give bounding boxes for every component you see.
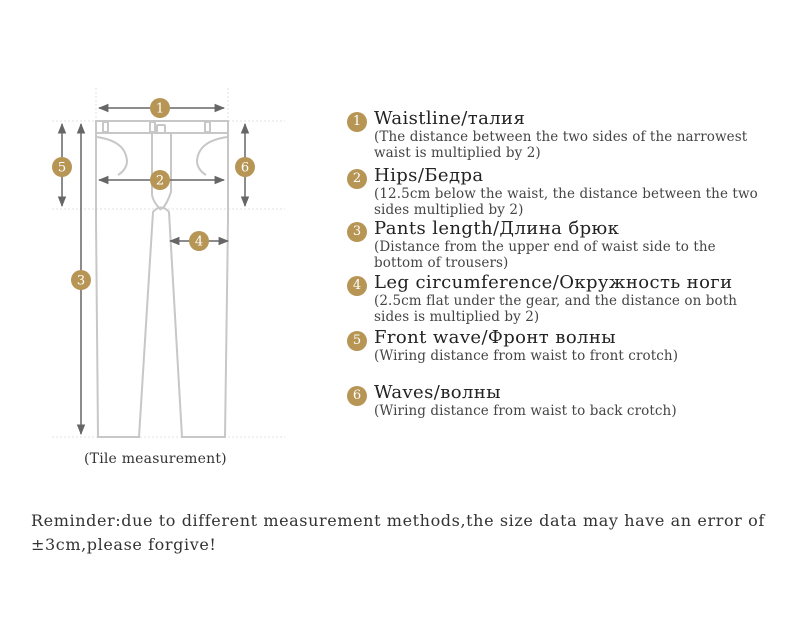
guide-lines	[52, 88, 285, 437]
legend-number-badge: 5	[347, 331, 367, 351]
svg-text:2: 2	[155, 173, 165, 189]
legend-description: (2.5cm flat under the gear, and the distance on both sides is multiplied by 2)	[374, 293, 738, 325]
badge-6	[235, 157, 255, 177]
legend-title: Front wave/Фронт волны	[374, 327, 617, 348]
legend-title: Leg circumference/Окружность ноги	[374, 272, 733, 293]
legend-title: Waves/волны	[374, 382, 501, 403]
legend-number-badge: 2	[347, 169, 367, 189]
svg-text:5: 5	[57, 160, 67, 176]
diagram-caption: (Tile measurement)	[84, 451, 227, 467]
legend-title: Pants length/Длина брюк	[374, 218, 620, 239]
legend-description: (Wiring distance from waist to front crotch)	[374, 348, 679, 364]
badge-2	[150, 170, 170, 190]
svg-text:1: 1	[155, 101, 165, 117]
svg-text:6: 6	[240, 160, 250, 176]
pants-measurement-diagram	[0, 0, 300, 450]
svg-text:4: 4	[194, 234, 204, 250]
legend-description: (Wiring distance from waist to back crotch)	[374, 403, 677, 419]
legend-title: Hips/Бедра	[374, 165, 484, 186]
legend-number-badge: 3	[347, 222, 367, 242]
svg-text:3: 3	[76, 273, 86, 289]
reminder-note: Reminder:due to different measurement methods,the size data may have an error of ±3cm,please forgive!	[31, 511, 765, 554]
legend-description: (The distance between the two sides of the narrowest waist is multiplied by 2)	[374, 129, 748, 161]
legend-description: (Distance from the upper end of waist side to the bottom of trousers)	[374, 239, 716, 271]
legend-number-badge: 4	[347, 276, 367, 296]
badge-4	[189, 231, 209, 251]
legend-title: Waistline/талия	[374, 108, 526, 129]
badge-3	[71, 270, 91, 290]
legend-number-badge: 6	[347, 386, 367, 406]
pants-outline	[96, 121, 228, 437]
legend-description: (12.5cm below the waist, the distance between the two sides multiplied by 2)	[374, 186, 758, 218]
badge-1	[150, 98, 170, 118]
badge-5	[52, 157, 72, 177]
legend-number-badge: 1	[347, 112, 367, 132]
